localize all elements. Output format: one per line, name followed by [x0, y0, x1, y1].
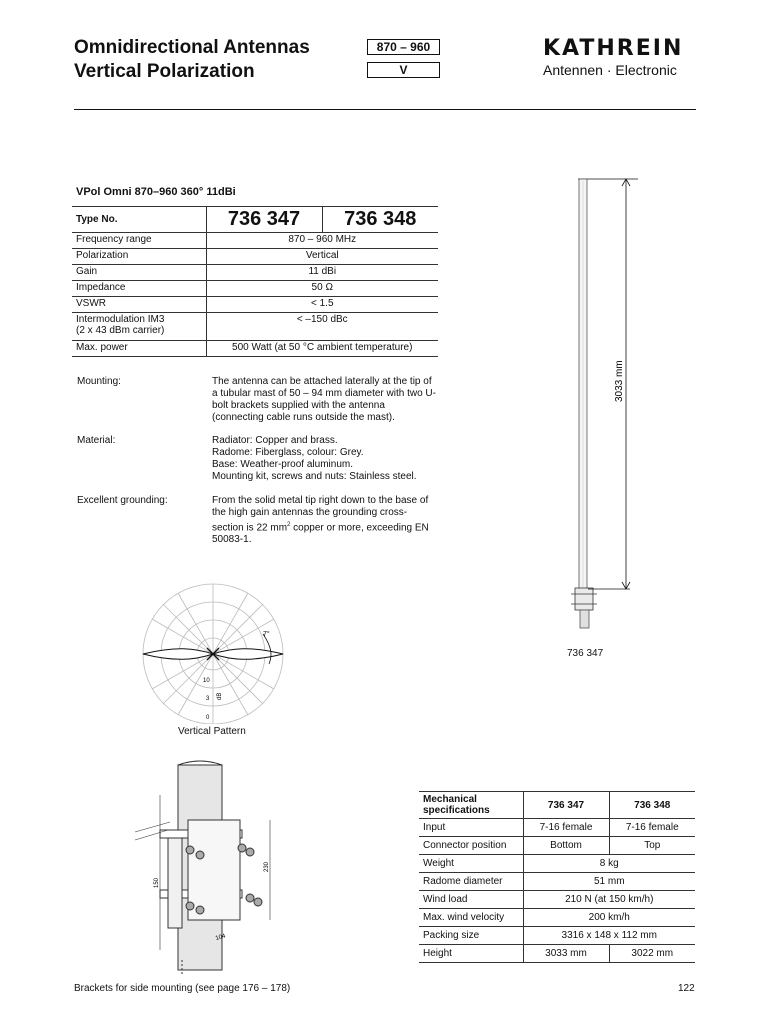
page-title-line1: Omnidirectional Antennas: [74, 37, 310, 58]
grounding-superscript: 2: [287, 522, 291, 528]
spec-label: VSWR: [72, 297, 206, 313]
spec-value: < 1.5: [206, 297, 438, 313]
mech-row: [419, 945, 695, 963]
material-line: Base: Weather-proof aluminum.: [212, 459, 353, 470]
spec-value: 50 Ω: [206, 281, 438, 297]
mech-row: [419, 909, 695, 927]
page-number: 122: [678, 983, 695, 994]
band-box: 870 – 960: [367, 39, 440, 55]
type-736348: 736 348: [322, 207, 438, 233]
scale-label-0: 0: [206, 715, 210, 721]
mech-header-row: [419, 792, 695, 819]
spec-row: [72, 233, 438, 249]
material-line: Mounting kit, screws and nuts: Stainless steel.: [212, 471, 417, 482]
bracket-drawing: [130, 760, 280, 975]
spec-label: [72, 313, 206, 341]
material-text: [212, 435, 437, 483]
type-label: Type No.: [72, 207, 206, 233]
spec-row: [72, 313, 438, 341]
vertical-pattern-diagram: [135, 582, 295, 724]
mech-row: [419, 873, 695, 891]
grounding-text-main: From the solid metal tip right down to the base of the high gain antennas the grounding cross-section is 22 mm: [212, 495, 429, 534]
grounding-label: Excellent grounding:: [77, 495, 168, 506]
spec-value: 11 dBi: [206, 265, 438, 281]
mech-value: 3033 mm: [523, 945, 609, 963]
scale-label-3: 3: [206, 696, 210, 702]
spec-row: [72, 297, 438, 313]
mech-row: [419, 855, 695, 873]
spec-type-row: [72, 207, 438, 233]
mech-label: Input: [419, 819, 523, 837]
spec-label: Max. power: [72, 341, 206, 357]
mech-value: 3316 x 148 x 112 mm: [523, 927, 695, 945]
spec-label: Polarization: [72, 249, 206, 265]
spec-row: [72, 281, 438, 297]
mounting-text: The antenna can be attached laterally at the tip of a tubular mast of 50 – 94 mm diameter with two U-bolt brackets supplied with the antenna (connecting cable runs outside the mast).: [212, 376, 436, 423]
mech-value: 51 mm: [523, 873, 695, 891]
mech-value: 8 kg: [523, 855, 695, 873]
grounding-text-end: copper or more, exceeding EN 50083-1.: [212, 522, 429, 546]
bracket-dim-b: 150: [154, 877, 160, 888]
antenna-drawing: [560, 170, 640, 640]
brand-logo: KATHREIN: [543, 36, 684, 61]
spec-row: [72, 265, 438, 281]
mech-value: 200 km/h: [523, 909, 695, 927]
material-label: Material:: [77, 435, 116, 446]
mech-value: Bottom: [523, 837, 609, 855]
mech-label: Weight: [419, 855, 523, 873]
polarization-box: V: [367, 62, 440, 78]
header-divider: [74, 109, 696, 110]
spec-value: 500 Watt (at 50 °C ambient temperature): [206, 341, 438, 357]
spec-label-line1: Intermodulation IM3: [76, 314, 165, 325]
mech-row: [419, 837, 695, 855]
spec-value: < –150 dBc: [206, 313, 438, 341]
mech-value: Top: [609, 837, 695, 855]
mech-label: Packing size: [419, 927, 523, 945]
bracket-dim-c: 104: [214, 933, 227, 942]
mech-header-736347: 736 347: [523, 792, 609, 819]
spec-row: [72, 341, 438, 357]
mech-value: 7-16 female: [523, 819, 609, 837]
spec-table: [72, 206, 438, 357]
mech-row: [419, 891, 695, 909]
footer-note: Brackets for side mounting (see page 176 – 178): [74, 983, 291, 994]
spec-value: Vertical: [206, 249, 438, 265]
mech-label: Connector position: [419, 837, 523, 855]
mech-value: 210 N (at 150 km/h): [523, 891, 695, 909]
mech-row: [419, 819, 695, 837]
antenna-caption: 736 347: [567, 648, 604, 659]
mech-label: Height: [419, 945, 523, 963]
mech-header-736348: 736 348: [609, 792, 695, 819]
mech-label: Wind load: [419, 891, 523, 909]
mech-row: [419, 927, 695, 945]
page-title-line2: Vertical Polarization: [74, 61, 255, 82]
mounting-label: Mounting:: [77, 376, 121, 387]
spec-label: Gain: [72, 265, 206, 281]
grounding-text: [212, 495, 437, 546]
material-line: Radiator: Copper and brass.: [212, 435, 338, 446]
type-736347: 736 347: [206, 207, 322, 233]
mech-value: 3022 mm: [609, 945, 695, 963]
bracket-dim-a: 230: [264, 861, 270, 872]
scale-unit: dB: [217, 692, 223, 700]
antenna-height-label: 3033 mm: [614, 360, 625, 402]
spec-label: Impedance: [72, 281, 206, 297]
brand-subtitle: Antennen · Electronic: [543, 62, 677, 78]
mech-label: Max. wind velocity: [419, 909, 523, 927]
mech-label: Radome diameter: [419, 873, 523, 891]
spec-label: Frequency range: [72, 233, 206, 249]
material-line: Radome: Fiberglass, colour: Grey.: [212, 447, 364, 458]
spec-value: 870 – 960 MHz: [206, 233, 438, 249]
scale-label-10: 10: [203, 678, 210, 684]
mech-header-label: Mechanical specifications: [419, 792, 523, 819]
beam-width-label: 7°: [263, 631, 270, 638]
spec-row: [72, 249, 438, 265]
spec-label-line2: (2 x 43 dBm carrier): [76, 325, 165, 336]
pattern-caption: Vertical Pattern: [178, 726, 246, 737]
mech-value: 7-16 female: [609, 819, 695, 837]
mechanical-specs-table: [419, 791, 695, 963]
product-title: VPol Omni 870–960 360° 11dBi: [76, 186, 236, 198]
